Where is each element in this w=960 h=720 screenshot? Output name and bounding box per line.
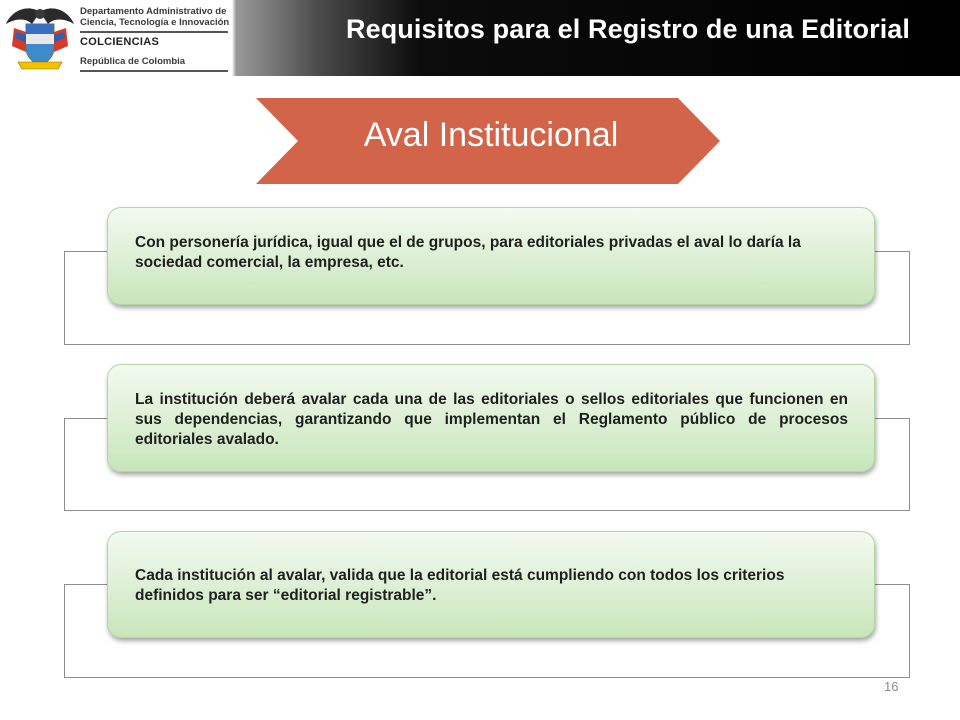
item-text-3: Cada institución al avalar, valida que la editorial está cumpliendo con todos los criterios definidos para ser “editorial registrable”. (135, 567, 785, 604)
item-card-1 (107, 207, 875, 305)
org-divider-bottom (80, 70, 228, 72)
coat-of-arms-logo (4, 2, 76, 74)
item-text-2: La institución deberá avalar cada una de las editoriales o sellos editoriales que funcionen en sus dependencias, garantizando que implementan el Reglamento público de procesos editoriales avalado. (135, 391, 848, 448)
org-country: República de Colombia (80, 56, 186, 67)
banner-label: Aval Institucional (363, 116, 619, 154)
org-divider (80, 31, 228, 33)
item-card-3 (107, 531, 875, 638)
slide-title: Requisitos para el Registro de una Editorial (346, 14, 911, 44)
org-name-block (80, 6, 230, 72)
section-banner (256, 98, 720, 184)
item-card-2 (107, 364, 875, 472)
org-name-line2: Ciencia, Tecnología e Innovación (80, 17, 230, 28)
page-number: 16 (884, 679, 899, 694)
org-brand: COLCIENCIAS (80, 36, 160, 48)
logo-block (0, 0, 232, 76)
header-bar (0, 0, 960, 76)
org-name-line1: Departamento Administrativo de (80, 6, 227, 17)
item-text-1: Con personería jurídica, igual que el de grupos, para editoriales privadas el aval lo daría la sociedad comercial, la empresa, etc. (135, 234, 801, 271)
